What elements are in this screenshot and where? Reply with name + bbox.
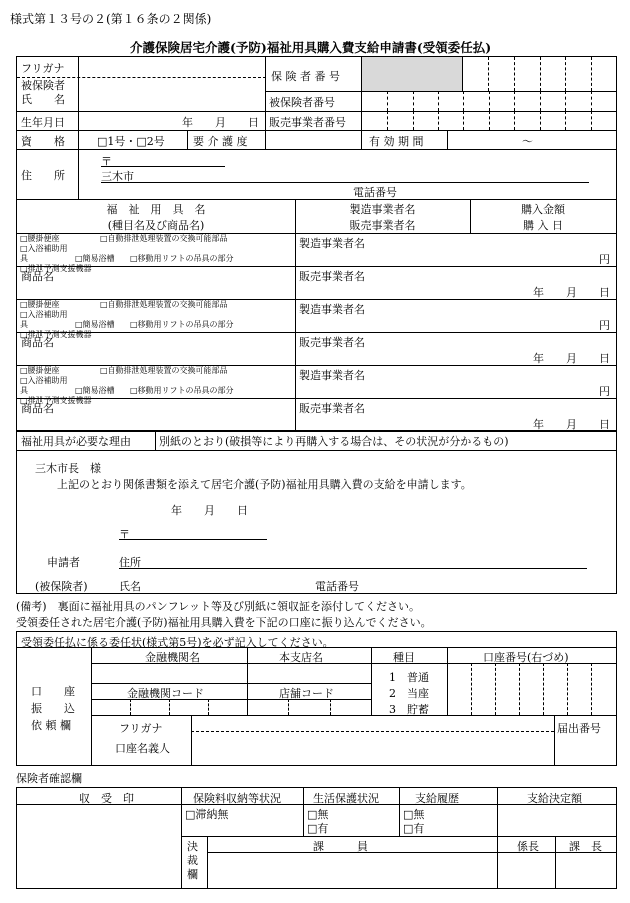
welfare-yes-checkbox[interactable]: □有 [307,822,329,835]
item-category-options[interactable]: □腰掛便座 □自動排泄処理装置の交換可能部品 □入浴補助用具 □簡易浴槽 □移動用リフトの吊具の部分 □排泄予測支援機器 [20,234,234,273]
bank-code-label: 金融機関コード [127,687,204,700]
seller-name-label: 販売事業者名 [299,402,365,415]
applicant-label: 申請者 [47,556,80,569]
bank-name-field[interactable] [91,663,247,683]
applicant-address-label: 住所 [119,556,141,569]
branch-name-field[interactable] [247,663,371,683]
account-number-field[interactable] [447,663,616,715]
note-attachments: (備考) 裏面に福祉用具のパンフレット等及び別紙に領収証を添付してください。 [16,600,421,613]
bank-instruction: 受領委任払に係る委任状(様式第5号)を必ず記入してください。 [21,636,334,649]
receipt-stamp-label: 収 受 印 [79,792,134,805]
dob-label: 生年月日 [21,116,65,129]
applicant-phone-label: 電話番号 [315,580,359,593]
insured-name-label: 被保険者 氏 名 [21,79,65,107]
account-holder-field[interactable] [191,715,554,765]
purchase-date-label: 年 月 日 [533,286,610,299]
furigana-label: フリガナ [21,62,65,75]
insurer-number-field[interactable] [462,57,617,92]
insured-number-field[interactable] [361,91,617,112]
bank-code-field[interactable] [91,699,247,715]
applicant-name-label: 氏名 [119,580,141,593]
addressee: 三木市長 様 [35,462,101,475]
city-name: 三木市 [101,170,134,183]
premium-status-label: 保険料収納等状況 [193,792,281,805]
seller-name-label: 販売事業者名 [299,336,365,349]
item-col-header-1: 福 祉 用 具 名 (種目名及び商品名) [106,203,206,232]
dob-field[interactable] [78,111,266,131]
applicant-postal: 〒 [119,528,130,541]
applicant-info-block [16,56,617,431]
insured-number-label: 被保険者番号 [269,96,335,109]
valid-period-tilde: ～ [522,135,533,148]
yen-label: 円 [599,319,610,332]
account-holder-label: 口座名義人 [115,742,170,755]
item-row [17,299,616,366]
welfare-none-checkbox[interactable]: □無 [307,808,329,821]
seller-number-field[interactable] [361,111,617,131]
address-label: 住 所 [21,169,65,182]
bank-side-label-1: 口 座 [31,685,75,698]
reason-label: 福祉用具が必要な理由 [21,435,131,448]
valid-period-label: 有 効 期 間 [369,135,424,148]
insurer-check-block [16,787,617,889]
dob-format: 年 月 日 [182,116,259,129]
application-block [16,451,617,594]
qualification-label: 資 格 [21,135,65,148]
qualification-options[interactable]: □1号・□2号 [97,135,165,148]
registration-number-label: 届出番号 [557,722,601,735]
product-name-label: 商品名 [21,336,54,349]
branch-code-label: 店舗コード [279,687,334,700]
insured-name-field[interactable] [78,77,265,111]
history-yes-checkbox[interactable]: □有 [403,822,425,835]
yen-label: 円 [599,253,610,266]
seller-name-label: 販売事業者名 [299,270,365,283]
section-staff-label: 課 員 [313,840,368,853]
application-statement: 上記のとおり関係書類を添えて居宅介護(予防)福祉用具購入費の支給を申請します。 [57,478,472,491]
maker-name-label: 製造事業者名 [299,237,365,250]
care-level-label: 要 介 護 度 [193,135,248,148]
decision-column-label: 決 裁 欄 [187,840,198,881]
bank-side-label-2: 振 込 [31,702,75,715]
insurer-number-shaded [361,57,463,92]
branch-name-header: 本支店名 [279,651,323,664]
reason-row [16,430,617,451]
payment-history-label: 支給履歴 [415,792,459,805]
item-row [17,365,616,432]
insurer-check-heading: 保険者確認欄 [16,772,82,785]
postal-mark: 〒 [101,155,112,168]
item-col-header-2: 製造事業者名 販売事業者名 [349,203,416,232]
item-col-header-3: 購入金額 購 入 日 [521,203,565,232]
product-name-label: 商品名 [21,270,54,283]
welfare-status-label: 生活保護状況 [313,792,379,805]
account-type-1[interactable]: 1 普通 [389,671,429,684]
seller-number-label: 販売事業者番号 [269,116,346,129]
maker-name-label: 製造事業者名 [299,303,365,316]
bank-transfer-block [16,631,617,766]
arrears-checkbox[interactable]: □滞納無 [185,808,229,821]
insurer-number-label: 保 険 者 番 号 [271,70,340,83]
product-name-label: 商品名 [21,402,54,415]
history-none-checkbox[interactable]: □無 [403,808,425,821]
insured-paren-label: (被保険者) [35,580,88,593]
form-number: 様式第１３号の２(第１６条の２関係) [10,12,212,26]
application-date[interactable]: 年 月 日 [171,504,248,517]
yen-label: 円 [599,385,610,398]
holder-furigana-label: フリガナ [119,722,163,735]
note-transfer: 受領委任された居宅介護(予防)福祉用具購入費を下記の口座に振り込んでください。 [16,616,432,629]
account-type-2[interactable]: 2 当座 [389,687,429,700]
purchase-date-label: 年 月 日 [533,352,610,365]
bank-side-label-3: 依 頼 欄 [31,719,71,732]
account-type-header: 種目 [393,651,415,664]
phone-label: 電話番号 [353,186,397,199]
bank-name-header: 金融機関名 [145,651,200,664]
account-number-header: 口座番号(右づめ) [483,651,569,664]
branch-code-field[interactable] [247,699,371,715]
item-category-options[interactable]: □腰掛便座 □自動排泄処理装置の交換可能部品 □入浴補助用具 □簡易浴槽 □移動用リフトの吊具の部分 □排泄予測支援機器 [20,300,234,339]
maker-name-label: 製造事業者名 [299,369,365,382]
form-title: 介護保険居宅介護(予防)福祉用具購入費支給申請書(受領委任払) [130,40,492,55]
item-row [17,233,616,300]
manager-label: 課 長 [569,840,602,853]
purchase-date-label: 年 月 日 [533,418,610,431]
reason-text: 別紙のとおり(破損等により再購入する場合は、その状況が分かるもの) [159,435,509,448]
account-type-3[interactable]: 3 貯蓄 [389,703,429,716]
chief-label: 係長 [517,840,539,853]
item-category-options[interactable]: □腰掛便座 □自動排泄処理装置の交換可能部品 □入浴補助用具 □簡易浴槽 □移動用リフトの吊具の部分 □排泄予測支援機器 [20,366,234,405]
decided-amount-label: 支給決定額 [527,792,582,805]
